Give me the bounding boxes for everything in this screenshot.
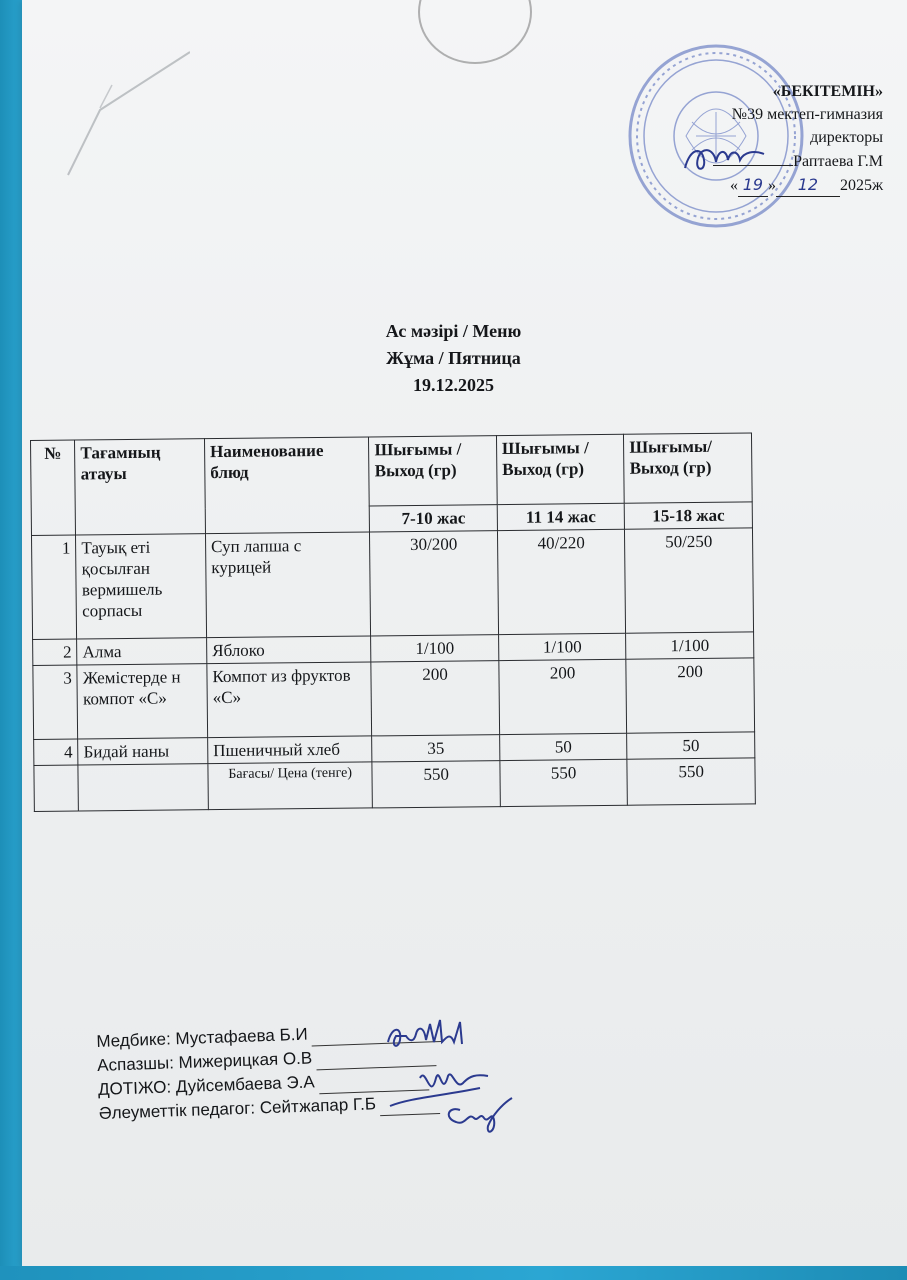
director-signature <box>680 138 770 178</box>
output-value-1: 35 <box>372 735 500 762</box>
title-line-1: Ас мәзірі / Меню <box>385 321 522 341</box>
price-empty-cell <box>78 764 208 811</box>
row-num: 3 <box>33 665 78 739</box>
age-group-2: 11 14 жас <box>497 503 625 530</box>
table-row <box>32 528 754 640</box>
output-value-3: 50/250 <box>625 528 754 633</box>
dish-name-ru: Суп лапша с курицей <box>205 532 370 638</box>
header-output-1: Шығымы /Выход (гр) <box>369 436 497 506</box>
header-name-kz: Тағамның атауы <box>75 439 206 535</box>
row-num: 4 <box>34 739 79 765</box>
output-value-3: 50 <box>627 732 755 759</box>
price-label: Бағасы/ Цена (тенге) <box>208 762 373 810</box>
output-value-2: 50 <box>499 733 627 760</box>
staff-dotizho: ДОТІЖО: Дуйсембаева Э.А <box>97 1072 316 1099</box>
staff-nurse: Медбике: Мустафаева Б.И <box>96 1024 308 1051</box>
dish-name-kz: Тауық еті қосылған вермишель сорпасы <box>76 534 207 639</box>
output-value-1: 30/200 <box>370 531 499 636</box>
approval-heading: «БЕКІТЕМІН» <box>772 83 883 100</box>
approval-director-name: Раптаева Г.М <box>793 153 883 170</box>
nurse-signature <box>384 1012 484 1056</box>
row-num: 2 <box>33 639 78 665</box>
output-value-2: 200 <box>499 659 627 734</box>
dish-name-kz: Бидай наны <box>78 738 208 765</box>
dish-name-ru: Яблоко <box>207 636 372 664</box>
header-output-2: Шығымы /Выход (гр) <box>496 434 624 504</box>
staff-social-pedagog: Әлеуметтік педагог: Сейтжапар Г.Б <box>98 1094 377 1123</box>
price-value-2: 550 <box>500 759 628 806</box>
approval-org: №39 мектеп-гимназия <box>731 106 883 123</box>
background-strip <box>0 1266 907 1280</box>
approval-role: директоры <box>810 129 883 146</box>
age-group-1: 7-10 жас <box>370 505 498 532</box>
price-value-3: 550 <box>627 758 755 805</box>
row-num: 1 <box>32 535 77 639</box>
dish-name-kz: Жемістерде н компот «С» <box>77 664 207 739</box>
table-row <box>33 658 755 740</box>
header-num: № <box>31 440 76 535</box>
staff-cook: Аспазшы: Мижерицкая О.В <box>96 1048 313 1075</box>
scratch-mark <box>40 50 190 180</box>
menu-title <box>0 318 907 399</box>
output-value-1: 1/100 <box>371 635 499 662</box>
header-row <box>31 433 753 510</box>
title-date: 19.12.2025 <box>413 375 494 395</box>
date-open-quote: « <box>729 177 738 194</box>
output-value-3: 200 <box>626 658 754 733</box>
header-output-3: Шығымы/ Выход (гр) <box>624 433 752 503</box>
output-value-2: 40/220 <box>497 529 626 634</box>
price-row <box>34 758 755 812</box>
dish-name-ru: Компот из фруктов «С» <box>207 662 372 738</box>
price-value-1: 550 <box>372 761 500 808</box>
menu-table <box>30 432 756 812</box>
output-value-1: 200 <box>371 661 499 736</box>
date-close-quote: » <box>767 177 776 194</box>
age-group-3: 15-18 жас <box>625 502 753 529</box>
date-day: 19 <box>738 173 768 197</box>
title-line-2: Жұма / Пятница <box>386 348 521 368</box>
date-year: 2025ж <box>839 177 883 194</box>
output-value-2: 1/100 <box>498 633 626 660</box>
output-value-3: 1/100 <box>626 632 754 659</box>
date-month: 12 <box>776 173 840 197</box>
pedagog-signature <box>438 1092 518 1138</box>
header-name-ru: Наименование блюд <box>204 437 369 534</box>
dish-name-ru: Пшеничный хлеб <box>208 736 373 764</box>
dish-name-kz: Алма <box>77 638 207 665</box>
price-empty-cell <box>34 765 79 811</box>
